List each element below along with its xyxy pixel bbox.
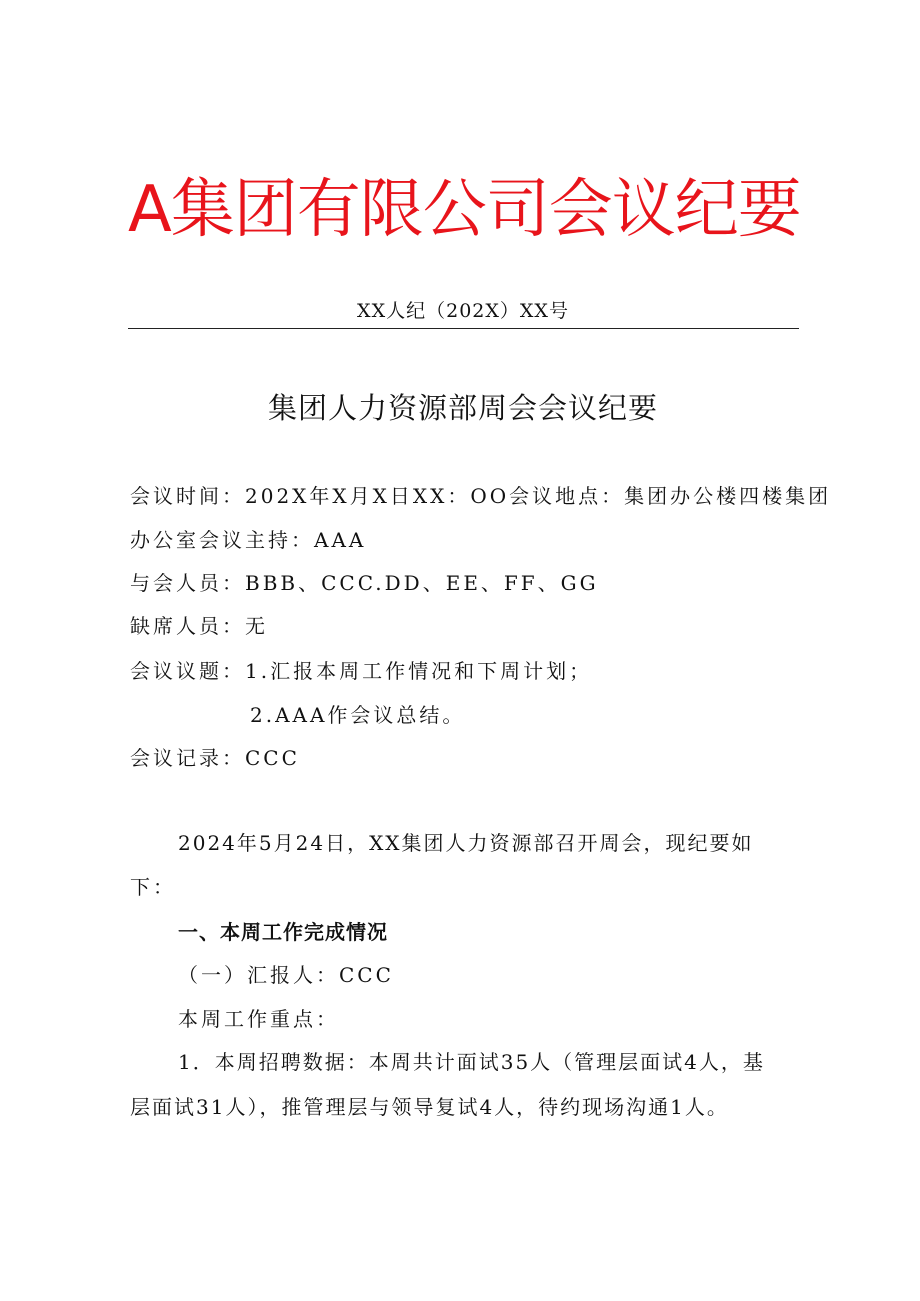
section-heading-1: 一、本周工作完成情况: [178, 920, 388, 944]
document-number: XX人纪（202X）XX号: [357, 300, 569, 322]
meeting-recorder: 会议记录：CCC: [130, 746, 300, 770]
meeting-topic-1: 会议议题：1.汇报本周工作情况和下周计划；: [130, 659, 593, 683]
minutes-title: 集团人力资源部周会会议纪要: [267, 391, 658, 425]
reporter-line: （一）汇报人：CCC: [178, 963, 394, 987]
item-1-line1: 1．本周招聘数据：本周共计面试35人（管理层面试4人，基: [178, 1050, 765, 1074]
attendees: 与会人员：BBB、CCC.DD、EE、FF、GG: [130, 571, 599, 595]
meeting-host: 办公室会议主持：AAA: [130, 528, 367, 552]
meeting-time-location: 会议时间：202X年X月X日XX：OO会议地点：集团办公楼四楼集团: [130, 484, 832, 508]
intro-paragraph-line2: 下：: [130, 875, 176, 899]
intro-paragraph-line1: 2024年5月24日，XX集团人力资源部召开周会，现纪要如: [178, 831, 754, 855]
absentees: 缺席人员：无: [130, 614, 268, 638]
header-divider: [128, 328, 799, 329]
item-1-line2: 层面试31人），推管理层与领导复试4人，待约现场沟通1人。: [130, 1095, 729, 1119]
focus-label: 本周工作重点：: [178, 1007, 339, 1031]
meeting-topic-2: 2.AAA作会议总结。: [250, 703, 466, 727]
red-header-title: A集团有限公司会议纪要: [128, 173, 801, 247]
